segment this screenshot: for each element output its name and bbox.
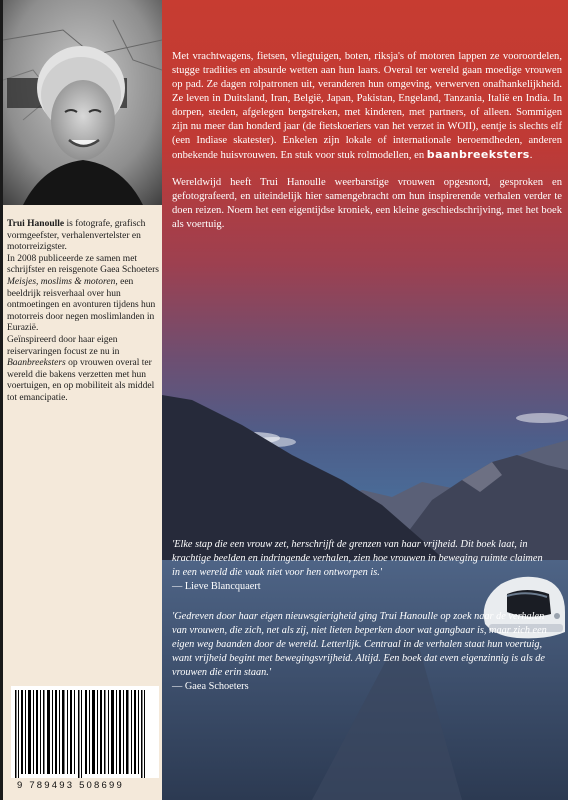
author-photo xyxy=(3,0,162,205)
bio-paragraph-3a: Geïnspireerd door haar eigen reiservaringen focust ze nu in xyxy=(7,334,120,357)
quote-1 xyxy=(172,538,552,594)
back-cover-right-panel xyxy=(162,0,568,800)
blurb-p1-end: . xyxy=(529,150,533,161)
blurb-p1-text: Met vrachtwagens, fietsen, vliegtuigen, boten, riksja's of motoren lappen ze vooroordelen, stugge tradities en absurde wetten aan hun laars. Overal ter wereld gaan moedige vrouwen op pad. Ze dagen rolpatronen uit, veranderen hun omgeving, verwerven onafhankelijkheid. Ze leven in Duitsland, Iran, België, Japan, Pakistan, Engeland, Tanzania, Italië en India. In dorpen, steden, afgelegen bergstreken, met kinderen, met partners, of alleen. Sommigen zijn nu meer dan honderd jaar (de fietskoeriers van het verzet in WOII), eentje is slechts elf (een Indiase skatester). Enkelen zijn lokale of internationale beroemdheden, anderen onbekende huisvrouwen. En stuk voor stuk rolmodellen, en xyxy=(172,51,562,161)
quote-2-author: — Gaea Schoeters xyxy=(172,681,249,692)
quote-2-text: 'Gedreven door haar eigen nieuwsgierigheid ging Trui Hanoulle op zoek naar de verhalen van vrouwen, die zich, net als zij, niet lieten beperken door wat gangbaar is, maar zich een eigen weg baanden door de wereld. Letterlijk. Centraal in de verhalen staat hun voertuig, want vrijheid begint met bewegingsvrijheid. Altijd. Een boek dat even eigenzinnig is als de vrouwen die erin staan.' xyxy=(172,611,547,678)
isbn-digits: 9 789493 508699 xyxy=(17,780,124,791)
bio-paragraph-2a: In 2008 publiceerde ze samen met schrijfster en reisgenote Gaea Schoeters xyxy=(7,253,159,276)
quote-2 xyxy=(172,610,552,694)
blurb-paragraph-2: Wereldwijd heeft Trui Hanoulle weerbarstige vrouwen opgesnord, gesproken en gefotografeerd, en uiteindelijk hier samengebracht om hun inspirerende verhalen verder te doen reizen. Noem het een eigentijdse kroniek, een kleine geschiedschrijving, met het boek als voertuig. xyxy=(172,177,562,230)
quote-1-author: — Lieve Blancquaert xyxy=(172,581,261,592)
author-name: Trui Hanoulle xyxy=(7,219,65,229)
blurb-paragraph-1 xyxy=(172,50,562,163)
author-bio xyxy=(7,219,161,405)
blurb-highlight-word: baanbreeksters xyxy=(426,148,530,161)
author-portrait-image xyxy=(3,0,162,205)
isbn-barcode xyxy=(11,686,159,778)
bio-paragraph-3b: op vrouwen overal ter wereld die bakens verzetten met hun voertuigen, en op mobiliteit als middel tot emancipatie. xyxy=(7,358,155,403)
back-cover-left-column xyxy=(3,0,162,800)
book-title-2: Baanbreeksters xyxy=(7,358,66,369)
back-cover-blurb xyxy=(172,50,562,245)
bio-paragraph-2b: , een beeldrijk reisverhaal over hun ontmoetingen en avonturen tijdens hun motorreis door negen moslimlanden in Eurazië. xyxy=(7,276,156,334)
barcode-bars xyxy=(11,686,159,778)
bio-intro: is fotografe, grafisch vormgeefster, verhalenvertelster en motorreizigster. xyxy=(7,219,146,253)
book-title-1: Meisjes, moslims & motoren xyxy=(7,276,116,287)
review-quotes xyxy=(172,538,552,710)
quote-1-text: 'Elke stap die een vrouw zet, herschrijft de grenzen van haar vrijheid. Dit boek laat, in krachtige beelden en indringende verhalen, zien hoe vrouwen in beweging ruimte claimen in een wereld die vaak niet voor hen ontworpen is.' xyxy=(172,539,543,578)
